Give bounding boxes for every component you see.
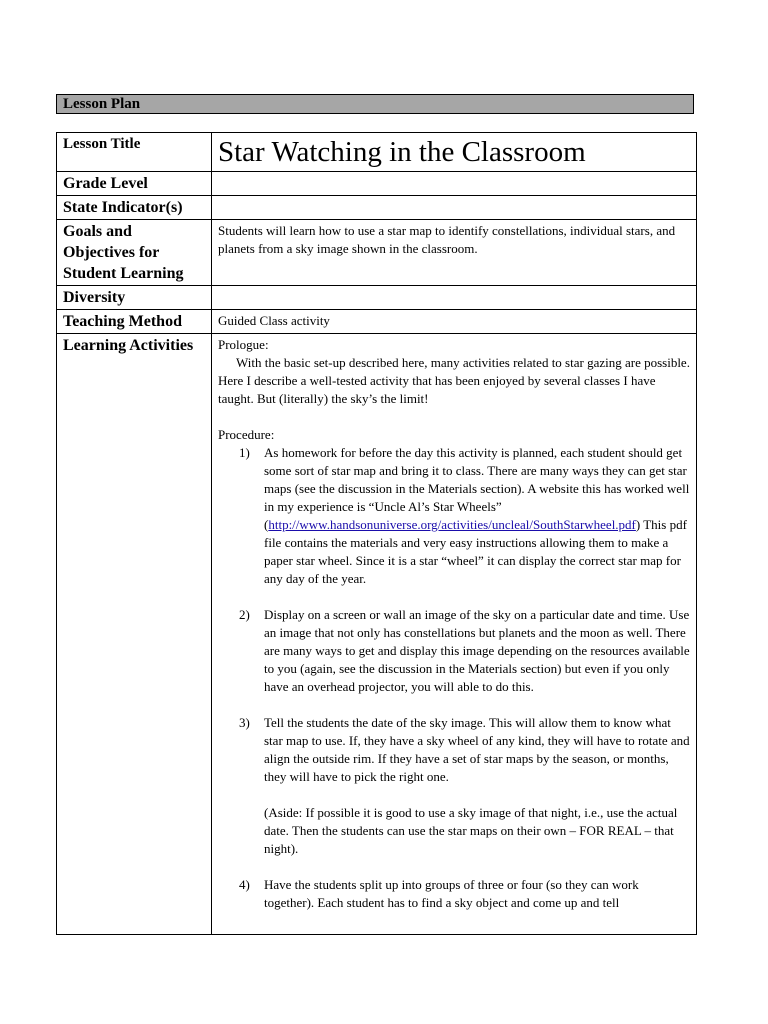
lesson-plan-header-label: Lesson Plan — [63, 96, 141, 112]
grade-level-label: Grade Level — [57, 172, 212, 196]
procedure-step — [218, 606, 690, 714]
step-aside: (Aside: If possible it is good to use a sky image of that night, i.e., use the actual date. Then the students can use the star maps on their own – FOR REAL – that night). — [264, 805, 678, 856]
state-indicators-label: State Indicator(s) — [57, 196, 212, 220]
lesson-title-cell — [212, 133, 697, 172]
prologue-heading: Prologue: — [218, 337, 269, 352]
goals-label: Goals and Objectives for Student Learning — [57, 220, 212, 286]
row-grade-level — [57, 172, 697, 196]
row-lesson-title — [57, 133, 697, 172]
lesson-plan-header — [56, 94, 694, 114]
grade-level-value — [212, 172, 697, 196]
row-teaching-method — [57, 310, 697, 334]
procedure-list — [218, 444, 690, 912]
lesson-title-label: Lesson Title — [57, 133, 212, 172]
learning-activities-cell — [212, 334, 697, 935]
prologue-text-content: With the basic set-up described here, many activities related to star gazing are possible. Here I describe a well-tested activity that has been enjoyed by several classes I have taught. But (literally) the sky’s the limit! — [218, 355, 690, 406]
lesson-plan-table — [56, 132, 697, 935]
state-indicators-value — [212, 196, 697, 220]
step-text: Have the students split up into groups of three or four (so they can work together). Each student has to find a sky object and come up and tell — [264, 877, 639, 910]
step-number: 4) — [239, 877, 250, 892]
procedure-step — [218, 876, 690, 912]
prologue-text — [218, 354, 690, 408]
diversity-label: Diversity — [57, 286, 212, 310]
step-text: Tell the students the date of the sky image. This will allow them to know what star map to use. If, they have a sky wheel of any kind, they will have to rotate and align the outside rim. If they have a set of star maps by the season, or months, they will have to pick the right one. — [264, 715, 690, 784]
step-number: 3) — [239, 715, 250, 730]
row-diversity — [57, 286, 697, 310]
star-wheel-link[interactable]: http://www.handsonuniverse.org/activities/uncleal/SouthStarwheel.pdf — [268, 517, 636, 532]
diversity-value — [212, 286, 697, 310]
step-text: Display on a screen or wall an image of the sky on a particular date and time. Use an image that not only has constellations but planets and the moon as well. There are many ways to get and display this image depending on the resources available to you (again, see the discussion in the Materials section) but even if you only have an overhead projector, you will able to do this. — [264, 607, 690, 694]
step-number: 1) — [239, 445, 250, 460]
learning-activities-label: Learning Activities — [57, 334, 212, 935]
procedure-step — [218, 444, 690, 606]
lesson-title-value: Star Watching in the Classroom — [218, 136, 586, 168]
procedure-step — [218, 714, 690, 876]
goals-value: Students will learn how to use a star map to identify constellations, individual stars, and planets from a sky image shown in the classroom. — [212, 220, 697, 286]
teaching-method-label: Teaching Method — [57, 310, 212, 334]
procedure-heading: Procedure: — [218, 427, 275, 442]
teaching-method-value: Guided Class activity — [212, 310, 697, 334]
step-text: As homework for before the day this activity is planned, each student should get some sort of star map and bring it to class. There are many ways they can get star maps (see the discussion in the Materials section). A website this has worked well in my experience is “Uncle Al’s Star Wheels” ( — [264, 445, 690, 532]
row-learning-activities — [57, 334, 697, 935]
step-number: 2) — [239, 607, 250, 622]
step-text-after-link: ) This pdf file contains the materials and very easy instructions allowing them to make a paper star wheel. Since it is a star “wheel” it can display the correct star map for any day of the year. — [264, 517, 687, 586]
row-goals — [57, 220, 697, 286]
row-state-indicators — [57, 196, 697, 220]
